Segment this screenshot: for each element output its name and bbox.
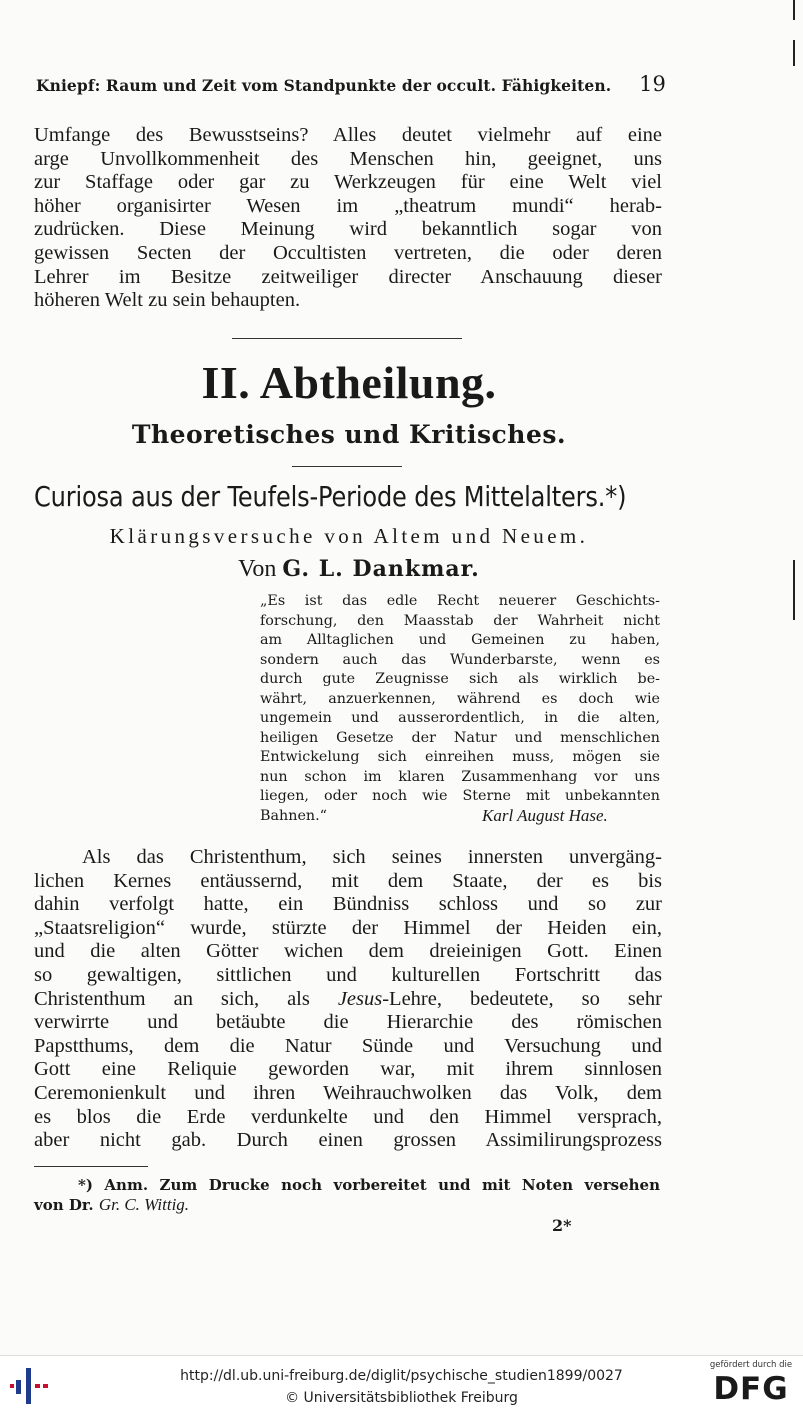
text-line: aber nicht gab. Durch einen grossen Assimilirungsprozess [34, 1129, 662, 1152]
text-line: Lehrer im Besitze zeitweiliger directer Anschauung dieser [34, 265, 662, 288]
epigraph-line: am Alltaglichen und Gemeinen zu haben, [260, 632, 660, 648]
section-title: II. Abtheilung. [201, 357, 497, 408]
text-line: zur Staffage oder gar zu Werkzeugen für eine Welt viel [34, 171, 662, 194]
page-number: 19 [639, 72, 666, 96]
epigraph-line: nun schon im klaren Zusammenhang vor uns [260, 768, 660, 785]
epigraph-line: Entwickelung sich einreihen muss, mögen sie [260, 749, 660, 765]
author-name: G. L. Dankmar. [282, 556, 480, 582]
text-line [34, 988, 662, 1012]
epigraph-line: ungemein und ausserordentlich, in die alten, [260, 710, 660, 726]
text-fragment: -Lehre, bedeutete, so sehr [382, 987, 662, 1010]
copyright-notice: © Universitätsbibliothek Freiburg [285, 1390, 518, 1406]
footnote [34, 1175, 660, 1215]
permalink-url[interactable]: http://dl.ub.uni-freiburg.de/diglit/psychische_studien1899/0027 [180, 1368, 623, 1384]
section-subtitle: Theoretisches und Kritisches. [131, 420, 567, 449]
epigraph-line: „Es ist das edle Recht neuerer Geschichts- [260, 593, 660, 609]
epigraph-line: sondern auch das Wunderbarste, wenn es [260, 651, 660, 668]
text-line: Als das Christenthum, sich seines innersten unvergäng- [82, 846, 662, 868]
epigraph-line: heiligen Gesetze der Natur und menschlichen [260, 729, 660, 746]
text-line: Ceremonienkult und ihren Weihrauchwolken das Volk, dem [34, 1081, 662, 1104]
text-line: höheren Welt zu sein behaupten. [34, 289, 301, 312]
article-title: Curiosa aus der Teufels-Periode des Mittelalters.*) [34, 480, 627, 513]
article-subtitle: Klärungsversuche von Altem und Neuem. [109, 524, 589, 548]
text-line: so gewaltigen, sittlichen und kulturellen Fortschritt das [34, 963, 662, 986]
epigraph-line: liegen, oder noch wie Sterne mit unbekannten [260, 788, 660, 804]
text-line: „Staatsreligion“ wurde, stürzte der Himmel der Heiden ein, [34, 916, 662, 939]
text-line: Papstthums, dem die Natur Sünde und Versuchung und [34, 1034, 662, 1057]
footnote-line: *) Anm. Zum Drucke noch vorbereitet und mit Noten versehen [78, 1176, 660, 1194]
text-line: es blos die Erde verdunkelte und den Himmel versprach, [34, 1105, 662, 1128]
epigraph-line: durch gute Zeugnisse sich als wirklich be- [260, 671, 660, 687]
paragraph-main [34, 846, 662, 1153]
footnote-line [34, 1195, 660, 1215]
text-line: verwirrte und betäubte die Hierarchie des römischen [34, 1011, 662, 1034]
epigraph-line: forschung, den Maasstab der Wahrheit nicht [260, 612, 660, 629]
text-line: zudrücken. Diese Meinung wird bekanntlich sogar von [34, 218, 662, 241]
text-line: arge Unvollkommenheit des Menschen hin, geeignet, uns [34, 147, 662, 170]
footnote-fragment: von Dr. [34, 1196, 99, 1214]
text-line: und die alten Götter wichen dem dreieinigen Gott. Einen [34, 940, 662, 963]
paragraph-continuation [34, 124, 662, 313]
dfg-logo-text: DFG [713, 1371, 789, 1407]
title-divider [292, 466, 402, 467]
text-line: gewissen Secten der Occultisten vertreten, die oder deren [34, 241, 662, 264]
text-line: dahin verfolgt hatte, ein Bündniss schloss und so zur [34, 893, 662, 916]
emphasis-name: Jesus [337, 987, 383, 1010]
text-line: Gott eine Reliquie geworden war, mit ihrem sinnlosen [34, 1058, 662, 1081]
text-line: höher organisirter Wesen im „theatrum mundi“ herab- [34, 194, 662, 217]
viewer-footer [0, 1355, 803, 1414]
signature-mark: 2* [552, 1216, 572, 1235]
byline [0, 556, 718, 583]
running-head-text: Kniepf: Raum und Zeit vom Standpunkte der occult. Fähigkeiten. [36, 76, 612, 95]
footnote-editor: Gr. C. Wittig. [98, 1195, 190, 1214]
dfg-caption: gefördert durch die [709, 1360, 793, 1370]
epigraph-author: Karl August Hase. [482, 806, 608, 825]
byline-prefix: Von [238, 556, 277, 582]
footnote-rule [34, 1166, 148, 1167]
dfg-logo [707, 1360, 795, 1410]
section-divider [232, 338, 462, 339]
text-fragment: Christenthum an sich, als [34, 987, 338, 1010]
epigraph-line: Bahnen.“ [260, 807, 327, 824]
text-line: Umfange des Bewusstseins? Alles deutet vielmehr auf eine [34, 124, 662, 146]
running-head [36, 72, 666, 96]
text-line: lichen Kernes entäussernd, mit dem Staate, der es bis [34, 869, 662, 892]
epigraph [260, 592, 660, 826]
epigraph-line: währt, anzuerkennen, während es doch wie [260, 690, 660, 707]
